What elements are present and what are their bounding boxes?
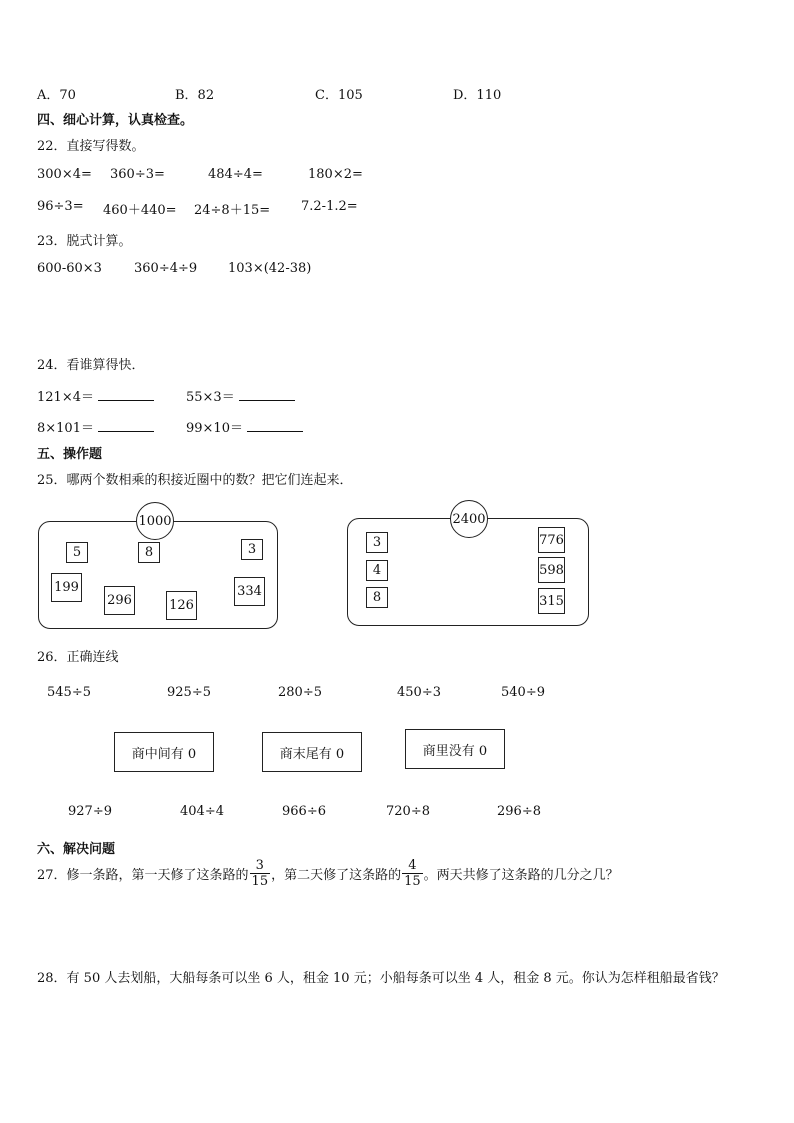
- q24-title: 24．看谁算得快．: [37, 358, 145, 373]
- q26-category-middle-zero[interactable]: 商中间有 0: [114, 732, 214, 772]
- q23-item-2: 360÷4÷9: [134, 261, 198, 276]
- q25-left-num[interactable]: 296: [104, 586, 135, 615]
- q22-r2-3: 24÷8＋15=: [194, 203, 271, 218]
- q27-question: [37, 858, 619, 889]
- q26-bottom-item[interactable]: 966÷6: [282, 804, 326, 819]
- q26-top-item[interactable]: 545÷5: [47, 685, 91, 700]
- section-6-heading: 六、解决问题: [37, 842, 116, 857]
- q26-bottom-item[interactable]: 720÷8: [386, 804, 430, 819]
- q25-right-num[interactable]: 4: [366, 560, 388, 581]
- q25-left-num[interactable]: 334: [234, 577, 265, 606]
- q24-item-1: 121×4＝: [37, 386, 154, 405]
- answer-blank[interactable]: [239, 388, 295, 401]
- q27-fraction-1: $\frac{3}{15}$: [251, 858, 269, 889]
- q22-r2-1: 96÷3=: [37, 199, 84, 214]
- section-4-heading: 四、细心计算，认真检查。: [37, 113, 194, 128]
- q26-category-trailing-zero[interactable]: 商末尾有 0: [262, 732, 362, 772]
- q22-r2-2: 460＋440=: [103, 203, 177, 218]
- q25-right-num[interactable]: 315: [538, 588, 565, 614]
- q23-title: 23．脱式计算。: [37, 234, 132, 249]
- option-c: C．105: [315, 88, 363, 103]
- answer-blank[interactable]: [98, 419, 154, 432]
- q27-text-b: ，第二天修了这条路的: [271, 868, 402, 883]
- q24-item-4: 99×10＝: [186, 417, 303, 436]
- q26-category-no-zero[interactable]: 商里没有 0: [405, 729, 505, 769]
- q26-top-item[interactable]: 925÷5: [167, 685, 211, 700]
- q25-left-target: 1000: [136, 502, 174, 540]
- q22-r1-4: 180×2=: [308, 167, 363, 182]
- answer-blank[interactable]: [98, 388, 154, 401]
- option-a: A．70: [37, 88, 76, 103]
- q25-title: 25．哪两个数相乘的积接近圈中的数？把它们连起来．: [37, 473, 353, 488]
- section-5-heading: 五、操作题: [37, 447, 103, 462]
- q27-text-a: 27．修一条路，第一天修了这条路的: [37, 868, 249, 883]
- q26-bottom-item[interactable]: 404÷4: [180, 804, 224, 819]
- q25-right-num[interactable]: 776: [538, 527, 565, 553]
- q24-item-3: 8×101＝: [37, 417, 154, 436]
- q22-r1-2: 360÷3=: [110, 167, 165, 182]
- q25-right-num[interactable]: 3: [366, 532, 388, 553]
- q24-item-2: 55×3＝: [186, 386, 295, 405]
- q26-top-item[interactable]: 280÷5: [278, 685, 322, 700]
- q27-fraction-2: $\frac{4}{15}$: [404, 858, 421, 889]
- q23-item-1: 600-60×3: [37, 261, 102, 276]
- q26-bottom-item[interactable]: 296÷8: [497, 804, 541, 819]
- q23-item-3: 103×(42-38): [228, 261, 312, 276]
- q25-left-num[interactable]: 199: [51, 573, 82, 602]
- q26-top-item[interactable]: 450÷3: [397, 685, 441, 700]
- q26-bottom-item[interactable]: 927÷9: [68, 804, 112, 819]
- q25-left-num[interactable]: 126: [166, 591, 197, 620]
- q27-text-c: 。两天共修了这条路的几分之几？: [423, 868, 619, 883]
- q26-title: 26．正确连线: [37, 650, 119, 665]
- q25-left-num[interactable]: 5: [66, 542, 88, 563]
- q25-right-num[interactable]: 598: [538, 557, 565, 583]
- option-d: D．110: [453, 88, 502, 103]
- q22-title: 22．直接写得数。: [37, 139, 145, 154]
- answer-blank[interactable]: [247, 419, 303, 432]
- q22-r1-3: 484÷4=: [208, 167, 263, 182]
- q25-right-num[interactable]: 8: [366, 587, 388, 608]
- q22-r1-1: 300×4=: [37, 167, 92, 182]
- q25-left-num[interactable]: 3: [241, 539, 263, 560]
- q22-r2-4: 7.2-1.2=: [301, 199, 358, 214]
- q26-top-item[interactable]: 540÷9: [501, 685, 545, 700]
- q25-left-num[interactable]: 8: [138, 542, 160, 563]
- q28-question: 28．有 50 人去划船，大船每条可以坐 6 人，租金 10 元；小船每条可以坐 4 人，租金 8 元。你认为怎样租船最省钱？: [37, 971, 725, 986]
- option-b: B．82: [175, 88, 215, 103]
- q25-right-target: 2400: [450, 500, 488, 538]
